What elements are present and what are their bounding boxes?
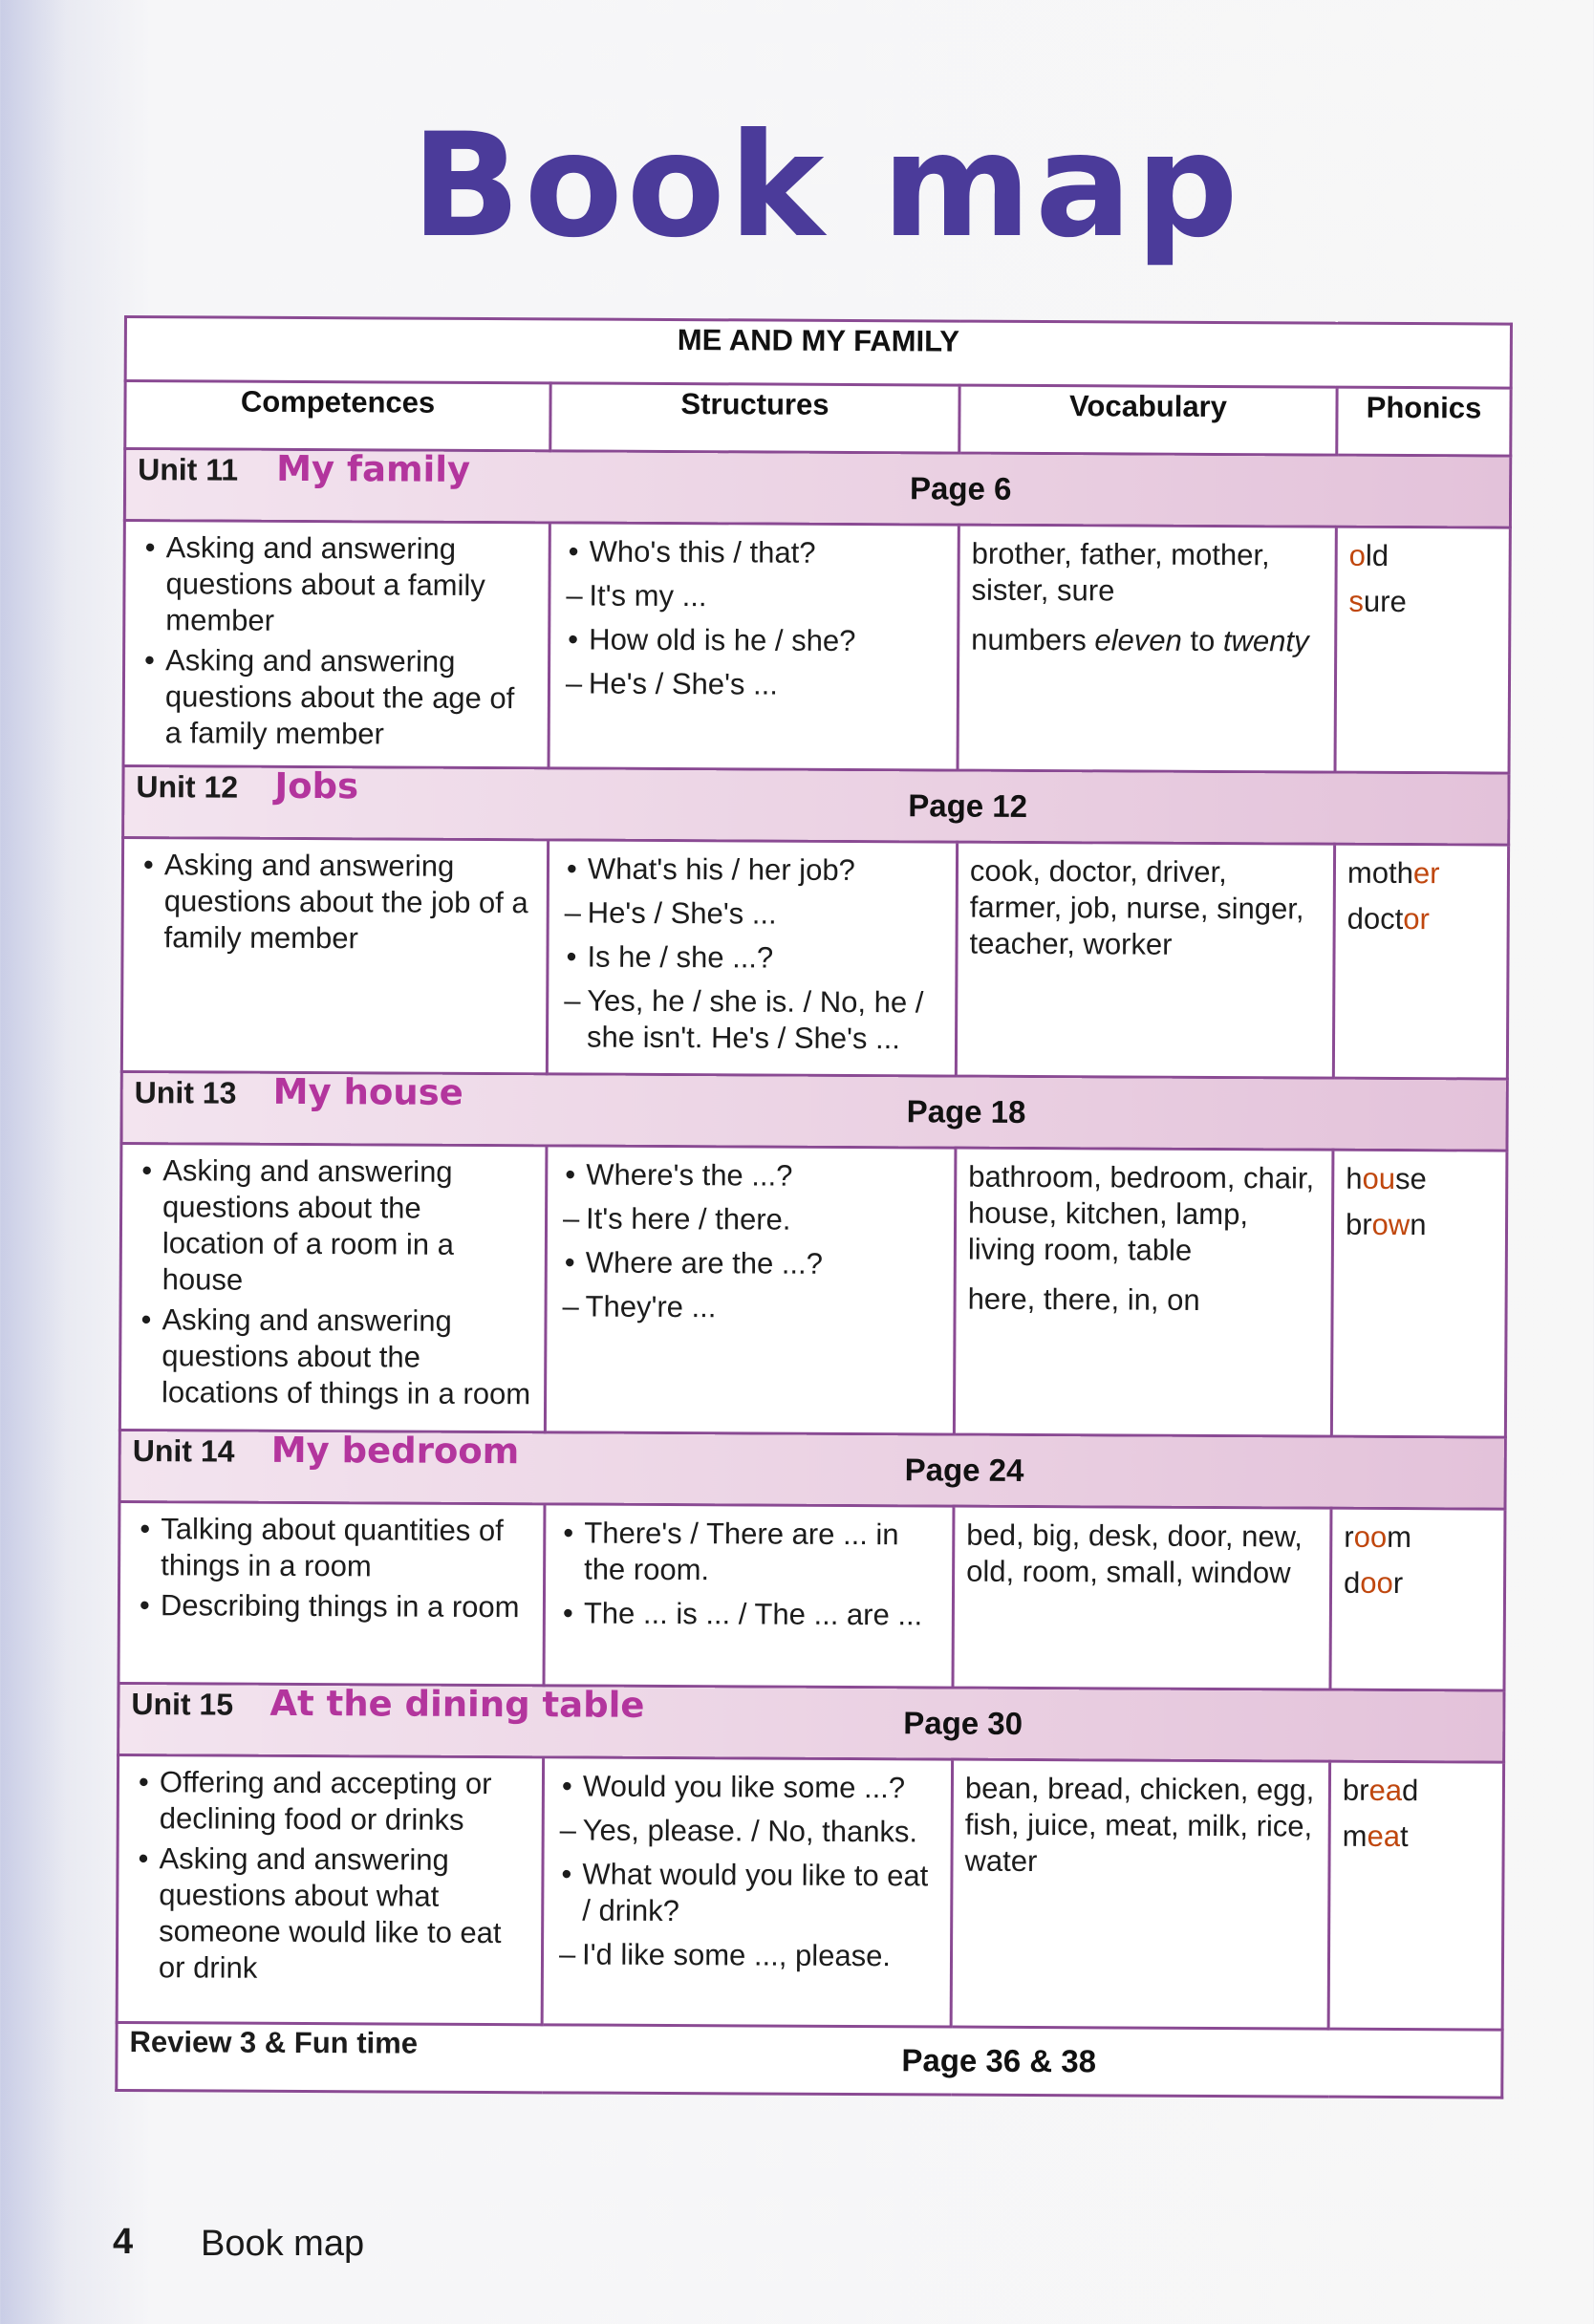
vocab-italic-start: eleven xyxy=(1094,623,1182,657)
unit-header-row xyxy=(123,766,1509,846)
competence-item: • Asking and answering questions about the locations of things in a room xyxy=(135,1302,531,1412)
book-map-table xyxy=(115,315,1513,2099)
unit-name: My bedroom xyxy=(270,1429,520,1473)
phonics-post: t xyxy=(1399,1819,1409,1854)
phonics-cell xyxy=(1335,527,1510,773)
review-row xyxy=(117,2022,1502,2098)
phonics-post: m xyxy=(1387,1519,1412,1555)
phonics-highlight: or xyxy=(1403,902,1430,936)
phonics-pre: m xyxy=(1342,1818,1368,1853)
competence-item: • Asking and answering questions about the age of a family member xyxy=(139,642,535,753)
column-header-structures: Structures xyxy=(550,383,959,453)
structure-item: • What's his / her job? xyxy=(561,850,942,889)
structure-item: – He's / She's ... xyxy=(561,894,942,933)
structure-item: • Is he / she ...? xyxy=(560,938,941,977)
unit-name: My house xyxy=(272,1070,463,1113)
phonics-highlight: ou xyxy=(1362,1161,1396,1195)
column-header-competences: Competences xyxy=(125,381,550,451)
unit-name: My family xyxy=(276,447,471,490)
structure-item: – I'd like some ..., please. xyxy=(555,1936,937,1974)
phonics-pre: h xyxy=(1346,1161,1363,1195)
unit-header-cell xyxy=(121,1071,1507,1151)
structures-cell xyxy=(544,1504,954,1688)
unit-header-cell xyxy=(118,1683,1504,1762)
unit-page: Page 18 xyxy=(906,1093,1026,1130)
vocabulary-cell xyxy=(953,1506,1331,1689)
vocab-italic-end: twenty xyxy=(1222,624,1309,658)
column-header-vocabulary: Vocabulary xyxy=(959,385,1337,455)
phonics-cell xyxy=(1331,1150,1507,1437)
structure-item: – He's / She's ... xyxy=(562,665,943,703)
vocabulary-line: brother, father, mother, sister, sure xyxy=(971,536,1270,608)
vocabulary-cell xyxy=(954,1148,1333,1436)
phonics-word xyxy=(1346,1161,1494,1198)
unit-number: Unit 12 xyxy=(136,769,239,805)
structure-item: – Yes, he / she is. / No, he / she isn't. He's / She's ... xyxy=(560,982,941,1057)
phonics-cell xyxy=(1333,844,1508,1079)
structure-item: • What would you like to eat / drink? xyxy=(555,1856,937,1930)
structure-item: • There's / There are ... in the room. xyxy=(557,1515,938,1589)
unit-header-row xyxy=(118,1683,1504,1762)
page-title: Book map xyxy=(411,103,1242,269)
vocabulary-line: bean, bread, chicken, egg, fish, juice, meat, milk, rice, water xyxy=(964,1771,1315,1879)
phonics-highlight: o xyxy=(1348,538,1367,572)
vocabulary-line: bed, big, desk, door, new, old, room, small, window xyxy=(966,1517,1303,1590)
phonics-pre: moth xyxy=(1346,855,1413,891)
vocabulary-cell xyxy=(958,525,1336,772)
structure-item: • Where's the ...? xyxy=(559,1156,940,1194)
unit-name: Jobs xyxy=(274,764,359,807)
vocabulary-cell xyxy=(956,842,1334,1078)
competences-cell xyxy=(121,838,548,1074)
footer-label: Book map xyxy=(201,2224,365,2264)
phonics-cell xyxy=(1328,1761,1504,2030)
competence-item: • Asking and answering questions about the location of a room in a house xyxy=(136,1152,532,1300)
unit-header-cell xyxy=(124,449,1510,528)
unit-number: Unit 11 xyxy=(138,452,239,487)
unit-header-cell xyxy=(119,1430,1505,1509)
competence-item: • Asking and answering questions about the job of a family member xyxy=(137,847,533,958)
structure-item: • Where are the ...? xyxy=(559,1244,940,1282)
unit-number: Unit 14 xyxy=(132,1433,235,1469)
phonics-word xyxy=(1343,1773,1491,1810)
vocabulary-cell xyxy=(951,1759,1329,2029)
competences-cell xyxy=(123,521,549,768)
structures-cell xyxy=(542,1757,952,2027)
competence-item: • Offering and accepting or declining food or drinks xyxy=(133,1764,528,1839)
phonics-post: se xyxy=(1394,1161,1427,1196)
structure-item: • The ... is ... / The ... are ... xyxy=(557,1595,938,1633)
section-title: ME AND MY FAMILY xyxy=(125,317,1511,389)
unit-header-row xyxy=(124,449,1510,528)
unit-header-cell xyxy=(123,766,1509,846)
footer-page-number: 4 xyxy=(113,2222,134,2262)
vocabulary-line: cook, doctor, driver, farmer, job, nurse, singer, teacher, worker xyxy=(969,853,1304,961)
competence-item: • Asking and answering questions about a family member xyxy=(139,529,535,640)
structure-item: • Who's this / that? xyxy=(563,533,944,571)
phonics-word xyxy=(1344,1565,1492,1603)
unit-number: Unit 13 xyxy=(134,1075,237,1110)
phonics-post: d xyxy=(1401,1774,1419,1808)
competence-item: • Asking and answering questions about what someone would like to eat or drink xyxy=(132,1840,528,1988)
unit-page: Page 12 xyxy=(908,787,1028,824)
structure-item: – They're ... xyxy=(558,1288,939,1326)
unit-content-row xyxy=(123,521,1510,774)
phonics-pre: r xyxy=(1344,1519,1354,1554)
competence-item: • Talking about quantities of things in a room xyxy=(134,1511,529,1585)
competence-item: • Describing things in a room xyxy=(134,1587,529,1625)
unit-content-row xyxy=(118,1501,1505,1690)
competences-cell xyxy=(117,1754,543,2024)
phonics-word xyxy=(1346,1207,1494,1244)
unit-content-row xyxy=(119,1143,1507,1437)
phonics-highlight: ow xyxy=(1371,1207,1411,1242)
phonics-pre: br xyxy=(1345,1207,1372,1241)
units-body xyxy=(117,449,1511,2031)
phonics-pre: br xyxy=(1342,1773,1369,1807)
phonics-highlight: s xyxy=(1348,584,1365,618)
unit-header-row xyxy=(119,1430,1505,1509)
phonics-post: ure xyxy=(1363,584,1407,619)
structure-item: – It's my ... xyxy=(562,577,943,615)
structures-cell xyxy=(549,523,959,770)
review-label: Review 3 & Fun time xyxy=(129,2025,419,2060)
column-header-phonics: Phonics xyxy=(1337,387,1511,456)
unit-content-row xyxy=(117,1754,1503,2030)
vocab-mid: to xyxy=(1181,623,1224,658)
phonics-highlight: ea xyxy=(1368,1773,1403,1808)
phonics-word xyxy=(1343,1818,1491,1856)
structures-cell xyxy=(545,1146,956,1434)
unit-header-row xyxy=(121,1071,1507,1151)
phonics-pre: d xyxy=(1343,1565,1361,1600)
unit-number: Unit 15 xyxy=(131,1687,234,1722)
structures-cell xyxy=(547,840,957,1076)
unit-name: At the dining table xyxy=(269,1682,645,1726)
structure-item: • How old is he / she? xyxy=(562,621,943,659)
phonics-post: ld xyxy=(1365,538,1389,572)
vocabulary-numbers-line xyxy=(971,622,1323,660)
phonics-post: n xyxy=(1410,1208,1427,1242)
phonics-word xyxy=(1347,855,1496,893)
phonics-pre: doct xyxy=(1346,901,1404,936)
structure-item: • Would you like some ...? xyxy=(556,1768,937,1806)
unit-page: Page 24 xyxy=(904,1452,1024,1488)
review-page: Page 36 & 38 xyxy=(901,2042,1097,2079)
structure-item: – Yes, please. / No, thanks. xyxy=(556,1812,937,1850)
unit-content-row xyxy=(121,838,1508,1080)
vocabulary-line: here, there, in, on xyxy=(967,1281,1200,1317)
phonics-highlight: ea xyxy=(1367,1818,1401,1854)
phonics-cell xyxy=(1330,1508,1505,1690)
competences-cell xyxy=(119,1143,547,1431)
unit-page: Page 6 xyxy=(909,470,1012,506)
phonics-word xyxy=(1344,1519,1492,1557)
vocab-prefix: numbers xyxy=(971,622,1095,657)
phonics-word xyxy=(1348,584,1497,621)
vocabulary-line: bathroom, bedroom, chair, house, kitchen, lamp, living room, table xyxy=(967,1159,1315,1267)
unit-page: Page 30 xyxy=(903,1705,1023,1741)
phonics-highlight: er xyxy=(1412,856,1440,891)
phonics-word xyxy=(1347,901,1496,938)
competences-cell xyxy=(118,1501,545,1685)
phonics-word xyxy=(1349,538,1497,575)
phonics-post: r xyxy=(1392,1565,1404,1601)
phonics-highlight: oo xyxy=(1353,1519,1388,1554)
structure-item: – It's here / there. xyxy=(559,1200,940,1238)
phonics-highlight: oo xyxy=(1360,1565,1393,1600)
